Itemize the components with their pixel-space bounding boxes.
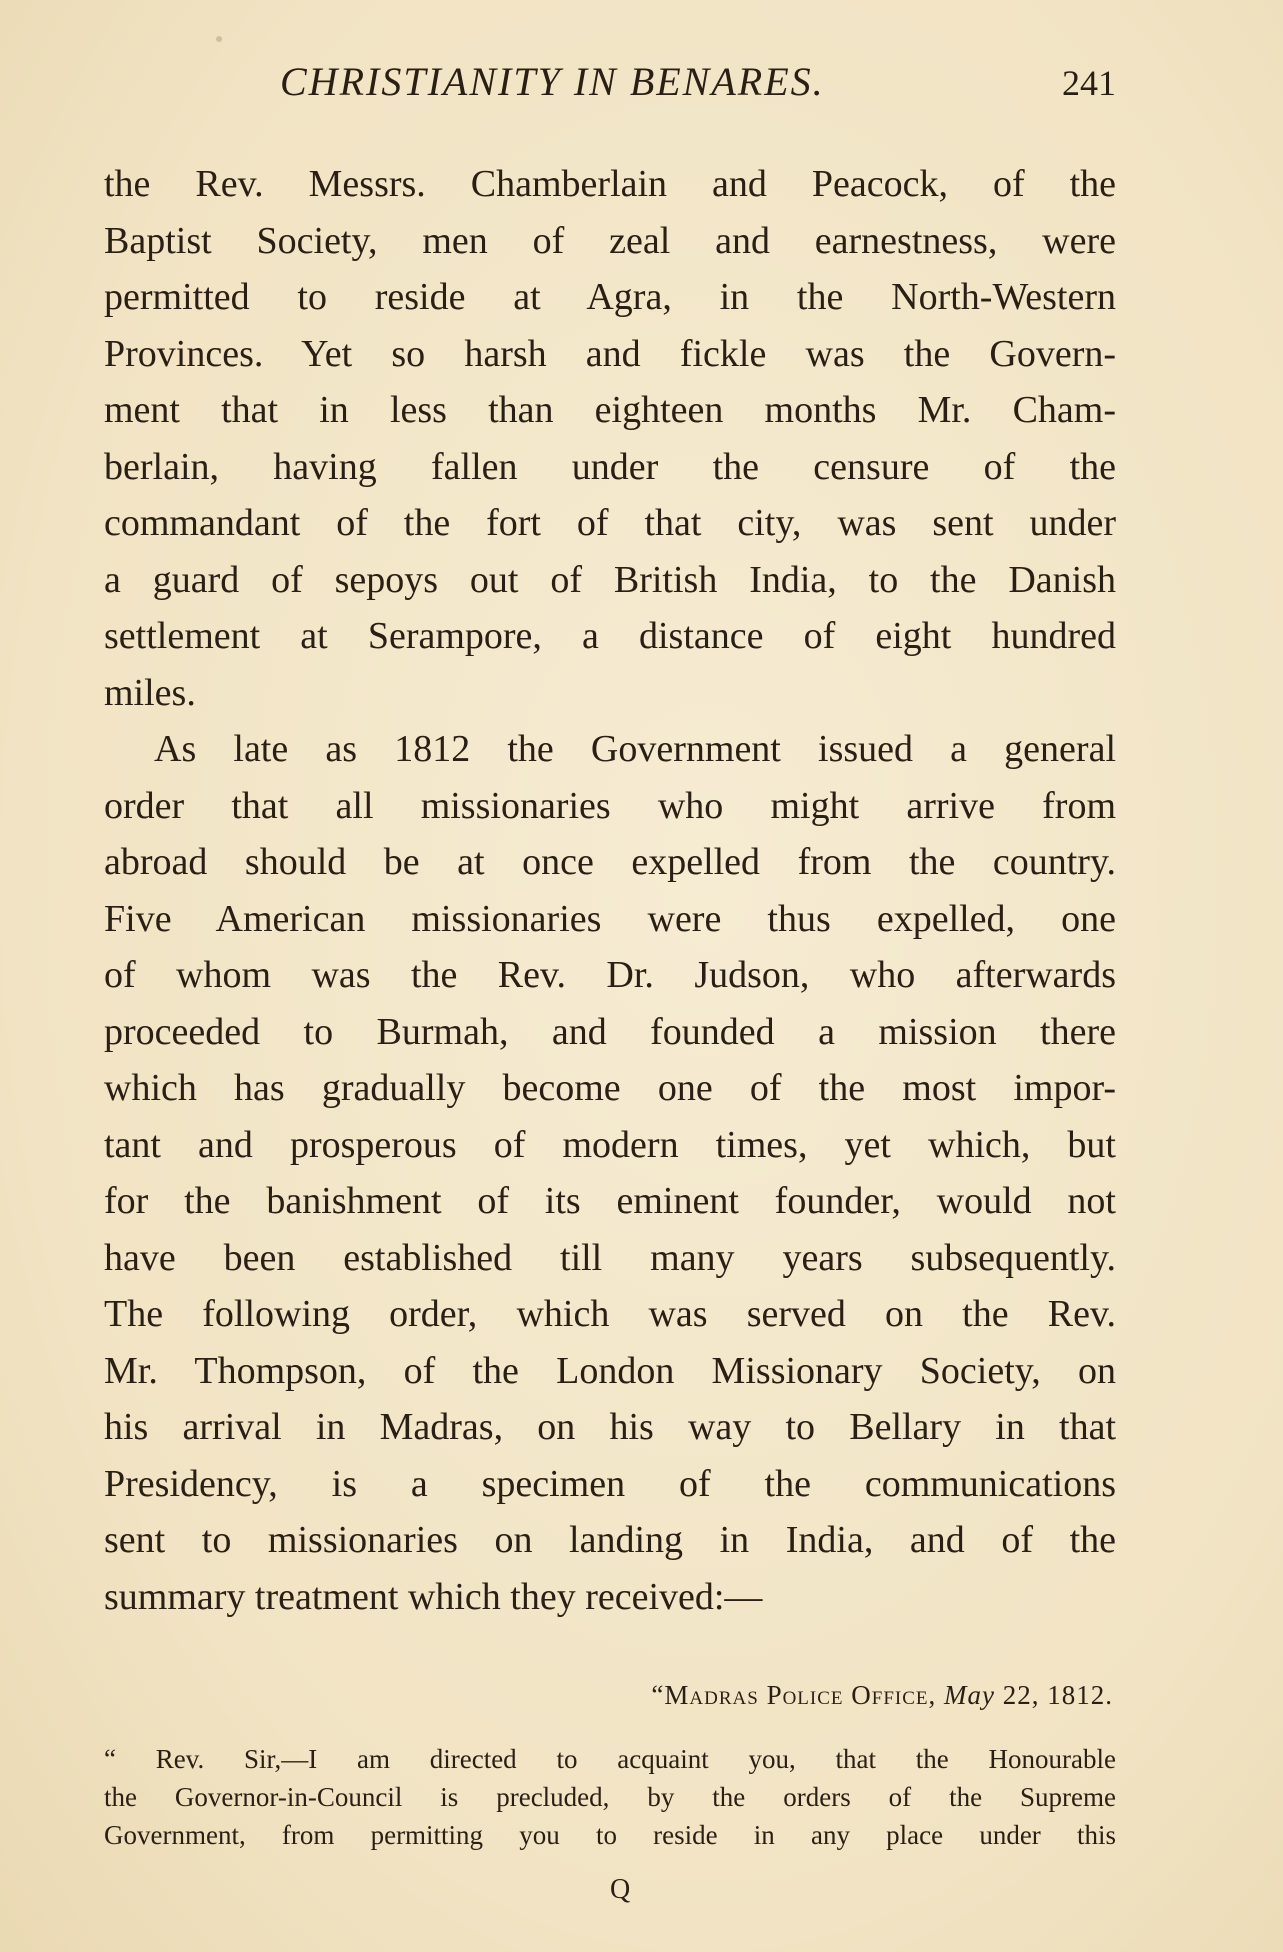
text-line: which has gradually become one of the most impor- bbox=[104, 1067, 1116, 1109]
text-line: sent to missionaries on landing in India, and of the bbox=[104, 1519, 1116, 1561]
letter-line: the Governor-in-Council is precluded, by the orders of the Supreme bbox=[104, 1782, 1116, 1812]
text-line: miles. bbox=[104, 671, 196, 714]
text-line: permitted to reside at Agra, in the North-Western bbox=[104, 276, 1116, 318]
text-line: his arrival in Madras, on his way to Bellary in that bbox=[104, 1406, 1116, 1448]
text-line: abroad should be at once expelled from the country. bbox=[104, 841, 1116, 883]
text-line: tant and prosperous of modern times, yet which, but bbox=[104, 1123, 1116, 1166]
running-header bbox=[100, 58, 1120, 118]
text-line: commandant of the fort of that city, was sent under bbox=[104, 502, 1116, 544]
text-line: of whom was the Rev. Dr. Judson, who afterwards bbox=[104, 954, 1116, 996]
letter-date: 22, 1812. bbox=[1002, 1680, 1113, 1710]
running-title: CHRISTIANITY IN BENARES. bbox=[280, 59, 825, 104]
text-line: ment that in less than eighteen months Mr. Cham- bbox=[104, 389, 1116, 431]
letter-line: “ Rev. Sir,—I am directed to acquaint you, that the Honourable bbox=[104, 1744, 1116, 1774]
letter-dateline bbox=[651, 1680, 1113, 1711]
text-line: The following order, which was served on the Rev. bbox=[104, 1293, 1116, 1335]
body-text bbox=[104, 156, 1116, 1625]
letter-place: “Madras Police Office, bbox=[651, 1680, 937, 1710]
text-line: Presidency, is a specimen of the communications bbox=[104, 1462, 1116, 1505]
text-line: for the banishment of its eminent founder, would not bbox=[104, 1180, 1116, 1222]
text-line: have been established till many years subsequently. bbox=[104, 1236, 1116, 1279]
text-line: Provinces. Yet so harsh and fickle was the Govern- bbox=[104, 332, 1116, 375]
text-line: Mr. Thompson, of the London Missionary Society, on bbox=[104, 1349, 1116, 1392]
letter-body bbox=[104, 1740, 1116, 1854]
text-line: the Rev. Messrs. Chamberlain and Peacock, of the bbox=[104, 163, 1116, 205]
text-line: berlain, having fallen under the censure of the bbox=[104, 445, 1116, 488]
paper-speck bbox=[216, 36, 222, 42]
text-line: As late as 1812 the Government issued a general bbox=[154, 728, 1116, 770]
text-line: order that all missionaries who might arrive from bbox=[104, 784, 1116, 827]
signature-mark: Q bbox=[610, 1874, 631, 1905]
text-line: settlement at Serampore, a distance of eight hundred bbox=[104, 615, 1116, 657]
text-line: Five American missionaries were thus expelled, one bbox=[104, 897, 1116, 940]
letter-month: May bbox=[944, 1680, 995, 1710]
letter-line: Government, from permitting you to reside in any place under this bbox=[104, 1820, 1116, 1850]
text-line: Baptist Society, men of zeal and earnestness, were bbox=[104, 219, 1116, 262]
page-number: 241 bbox=[1062, 63, 1116, 103]
text-line: proceeded to Burmah, and founded a mission there bbox=[104, 1010, 1116, 1053]
text-line: a guard of sepoys out of British India, to the Danish bbox=[104, 558, 1116, 601]
text-line: summary treatment which they received:— bbox=[104, 1575, 763, 1618]
